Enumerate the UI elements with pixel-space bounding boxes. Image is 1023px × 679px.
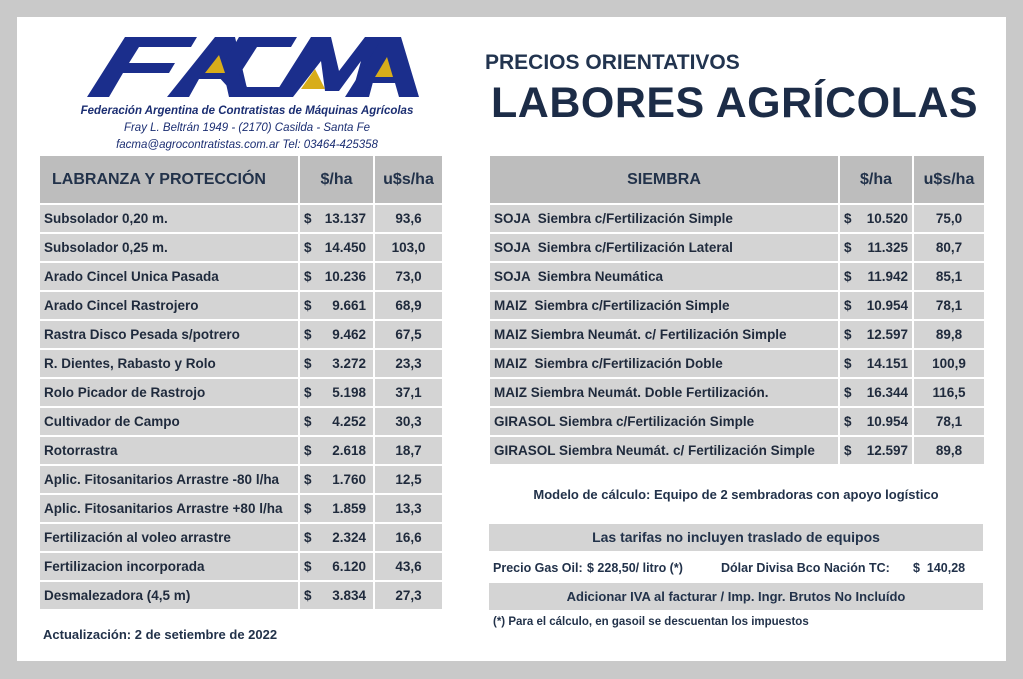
currency-symbol: $ bbox=[844, 414, 852, 429]
currency-symbol: $ bbox=[844, 443, 852, 458]
header-price: $/ha bbox=[300, 156, 373, 203]
labor-name: MAIZ Siembra c/Fertilización Simple bbox=[490, 292, 838, 319]
price-usd: 116,5 bbox=[914, 379, 984, 406]
table-row bbox=[40, 553, 442, 580]
price-amount: 4.252 bbox=[332, 414, 366, 429]
price-ars bbox=[300, 553, 373, 580]
price-usd: 18,7 bbox=[375, 437, 442, 464]
table-row bbox=[40, 292, 442, 319]
labor-name: SOJA Siembra c/Fertilización Simple bbox=[490, 205, 838, 232]
header-labor: LABRANZA Y PROTECCIÓN bbox=[40, 156, 298, 203]
price-ars bbox=[300, 379, 373, 406]
currency-symbol: $ bbox=[304, 559, 312, 574]
table-row bbox=[40, 582, 442, 609]
price-amount: 14.450 bbox=[324, 240, 366, 255]
price-ars bbox=[300, 292, 373, 319]
dolar-label: Dólar Divisa Bco Nación TC: bbox=[721, 561, 890, 575]
labor-name: Desmalezadora (4,5 m) bbox=[40, 582, 298, 609]
labor-name: Fertilización al voleo arrastre bbox=[40, 524, 298, 551]
table-row bbox=[40, 321, 442, 348]
labor-name: MAIZ Siembra c/Fertilización Doble bbox=[490, 350, 838, 377]
labor-name: SOJA Siembra c/Fertilización Lateral bbox=[490, 234, 838, 261]
price-amount: 10.954 bbox=[866, 414, 908, 429]
price-ars bbox=[840, 263, 912, 290]
labor-name: R. Dientes, Rabasto y Rolo bbox=[40, 350, 298, 377]
price-ars bbox=[840, 437, 912, 464]
table-row bbox=[490, 408, 984, 435]
table-row bbox=[490, 321, 984, 348]
currency-symbol: $ bbox=[304, 298, 312, 313]
page-subtitle: PRECIOS ORIENTATIVOS bbox=[485, 51, 740, 74]
table-row bbox=[490, 379, 984, 406]
price-usd: 68,9 bbox=[375, 292, 442, 319]
price-amount: 10.520 bbox=[866, 211, 908, 226]
price-amount: 6.120 bbox=[332, 559, 366, 574]
currency-symbol: $ bbox=[844, 240, 852, 255]
exchange-info bbox=[489, 554, 983, 583]
price-usd: 93,6 bbox=[375, 205, 442, 232]
price-usd: 103,0 bbox=[375, 234, 442, 261]
price-ars bbox=[840, 292, 912, 319]
price-ars bbox=[300, 582, 373, 609]
price-amount: 2.324 bbox=[332, 530, 366, 545]
price-ars bbox=[840, 408, 912, 435]
price-usd: 78,1 bbox=[914, 408, 984, 435]
price-usd: 85,1 bbox=[914, 263, 984, 290]
price-ars bbox=[300, 466, 373, 493]
table-row bbox=[40, 234, 442, 261]
price-usd: 80,7 bbox=[914, 234, 984, 261]
price-ars bbox=[300, 205, 373, 232]
price-amount: 13.137 bbox=[324, 211, 366, 226]
price-usd: 12,5 bbox=[375, 466, 442, 493]
labor-name: Aplic. Fitosanitarios Arrastre -80 l/ha bbox=[40, 466, 298, 493]
dolar-value: $ 140,28 bbox=[913, 561, 966, 575]
price-ars bbox=[840, 321, 912, 348]
currency-symbol: $ bbox=[304, 588, 312, 603]
price-amount: 2.618 bbox=[332, 443, 366, 458]
currency-symbol: $ bbox=[304, 501, 312, 516]
currency-symbol: $ bbox=[304, 385, 312, 400]
price-ars bbox=[840, 350, 912, 377]
gasoil-footnote: (*) Para el cálculo, en gasoil se descuentan los impuestos bbox=[493, 616, 809, 628]
price-usd: 16,6 bbox=[375, 524, 442, 551]
currency-symbol: $ bbox=[844, 211, 852, 226]
price-ars bbox=[300, 495, 373, 522]
table-header bbox=[490, 156, 984, 203]
price-ars bbox=[300, 524, 373, 551]
price-ars bbox=[300, 263, 373, 290]
price-usd: 67,5 bbox=[375, 321, 442, 348]
calculation-model: Modelo de cálculo: Equipo de 2 sembradoras con apoyo logístico bbox=[533, 487, 939, 502]
price-usd: 30,3 bbox=[375, 408, 442, 435]
labor-name: Rolo Picador de Rastrojo bbox=[40, 379, 298, 406]
labor-name: SOJA Siembra Neumática bbox=[490, 263, 838, 290]
labor-name: Arado Cincel Unica Pasada bbox=[40, 263, 298, 290]
price-amount: 11.942 bbox=[867, 269, 908, 284]
price-amount: 1.859 bbox=[332, 501, 366, 516]
table-row bbox=[490, 292, 984, 319]
labor-name: Subsolador 0,25 m. bbox=[40, 234, 298, 261]
price-amount: 3.834 bbox=[332, 588, 366, 603]
header-labor: SIEMBRA bbox=[490, 156, 838, 203]
price-usd: 100,9 bbox=[914, 350, 984, 377]
table-row bbox=[490, 234, 984, 261]
table-row bbox=[40, 408, 442, 435]
price-usd: 89,8 bbox=[914, 321, 984, 348]
price-amount: 16.344 bbox=[866, 385, 908, 400]
siembra-table bbox=[488, 154, 986, 466]
labranza-table bbox=[38, 154, 444, 611]
price-usd: 23,3 bbox=[375, 350, 442, 377]
price-ars bbox=[840, 379, 912, 406]
currency-symbol: $ bbox=[844, 269, 852, 284]
currency-symbol: $ bbox=[844, 298, 852, 313]
price-amount: 9.462 bbox=[332, 327, 366, 342]
price-amount: 10.236 bbox=[324, 269, 366, 284]
organization-info bbox=[55, 103, 439, 154]
price-ars bbox=[300, 321, 373, 348]
header-price: $/ha bbox=[840, 156, 912, 203]
currency-symbol: $ bbox=[844, 356, 852, 371]
price-ars bbox=[840, 205, 912, 232]
price-sheet bbox=[17, 17, 1006, 661]
organization-address: Fray L. Beltrán 1949 - (2170) Casilda - Santa Fe bbox=[123, 122, 371, 134]
table-row bbox=[40, 205, 442, 232]
price-amount: 9.661 bbox=[332, 298, 366, 313]
price-usd: 43,6 bbox=[375, 553, 442, 580]
price-usd: 37,1 bbox=[375, 379, 442, 406]
labor-name: Aplic. Fitosanitarios Arrastre +80 l/ha bbox=[40, 495, 298, 522]
table-row bbox=[40, 263, 442, 290]
gasoil-label: Precio Gas Oil: bbox=[493, 561, 583, 575]
table-row bbox=[40, 495, 442, 522]
currency-symbol: $ bbox=[304, 472, 312, 487]
currency-symbol: $ bbox=[304, 414, 312, 429]
price-usd: 89,8 bbox=[914, 437, 984, 464]
header-usd: u$s/ha bbox=[375, 156, 442, 203]
labor-name: MAIZ Siembra Neumát. c/ Fertilización Simple bbox=[490, 321, 838, 348]
table-row bbox=[40, 379, 442, 406]
table-row bbox=[490, 350, 984, 377]
table-header bbox=[40, 156, 442, 203]
table-row bbox=[40, 437, 442, 464]
table-row bbox=[490, 205, 984, 232]
price-usd: 78,1 bbox=[914, 292, 984, 319]
facma-logo bbox=[67, 31, 427, 113]
currency-symbol: $ bbox=[304, 211, 312, 226]
gasoil-value: $ 228,50/ litro (*) bbox=[587, 561, 683, 575]
price-amount: 11.325 bbox=[867, 240, 908, 255]
labor-name: Rastra Disco Pesada s/potrero bbox=[40, 321, 298, 348]
table-row bbox=[490, 437, 984, 464]
labor-name: Fertilizacion incorporada bbox=[40, 553, 298, 580]
currency-symbol: $ bbox=[304, 327, 312, 342]
labor-name: GIRASOL Siembra c/Fertilización Simple bbox=[490, 408, 838, 435]
iva-note: Adicionar IVA al facturar / Imp. Ingr. Brutos No Incluído bbox=[489, 583, 983, 610]
organization-name: Federación Argentina de Contratistas de Máquinas Agrícolas bbox=[80, 105, 414, 117]
organization-contact: facma@agrocontratistas.com.ar Tel: 03464-425358 bbox=[116, 139, 378, 151]
update-date: Actualización: 2 de setiembre de 2022 bbox=[43, 627, 278, 642]
price-usd: 27,3 bbox=[375, 582, 442, 609]
labor-name: Cultivador de Campo bbox=[40, 408, 298, 435]
tariff-note: Las tarifas no incluyen traslado de equipos bbox=[489, 524, 983, 551]
price-amount: 14.151 bbox=[866, 356, 908, 371]
price-ars bbox=[840, 234, 912, 261]
currency-symbol: $ bbox=[844, 327, 852, 342]
table-row bbox=[40, 350, 442, 377]
price-amount: 3.272 bbox=[332, 356, 366, 371]
price-usd: 73,0 bbox=[375, 263, 442, 290]
currency-symbol: $ bbox=[304, 240, 312, 255]
price-usd: 13,3 bbox=[375, 495, 442, 522]
price-ars bbox=[300, 408, 373, 435]
labor-name: Rotorrastra bbox=[40, 437, 298, 464]
price-amount: 1.760 bbox=[332, 472, 366, 487]
header-usd: u$s/ha bbox=[914, 156, 984, 203]
price-ars bbox=[300, 234, 373, 261]
labor-name: Arado Cincel Rastrojero bbox=[40, 292, 298, 319]
currency-symbol: $ bbox=[844, 385, 852, 400]
price-amount: 5.198 bbox=[332, 385, 366, 400]
table-row bbox=[40, 524, 442, 551]
labor-name: MAIZ Siembra Neumát. Doble Fertilización. bbox=[490, 379, 838, 406]
table-row bbox=[490, 263, 984, 290]
price-amount: 10.954 bbox=[866, 298, 908, 313]
currency-symbol: $ bbox=[304, 269, 312, 284]
page-title: LABORES AGRÍCOLAS bbox=[491, 79, 979, 127]
price-amount: 12.597 bbox=[866, 327, 908, 342]
price-ars bbox=[300, 350, 373, 377]
labor-name: Subsolador 0,20 m. bbox=[40, 205, 298, 232]
table-row bbox=[40, 466, 442, 493]
price-ars bbox=[300, 437, 373, 464]
currency-symbol: $ bbox=[304, 356, 312, 371]
labor-name: GIRASOL Siembra Neumát. c/ Fertilización Simple bbox=[490, 437, 838, 464]
currency-symbol: $ bbox=[304, 443, 312, 458]
price-amount: 12.597 bbox=[866, 443, 908, 458]
currency-symbol: $ bbox=[304, 530, 312, 545]
price-usd: 75,0 bbox=[914, 205, 984, 232]
